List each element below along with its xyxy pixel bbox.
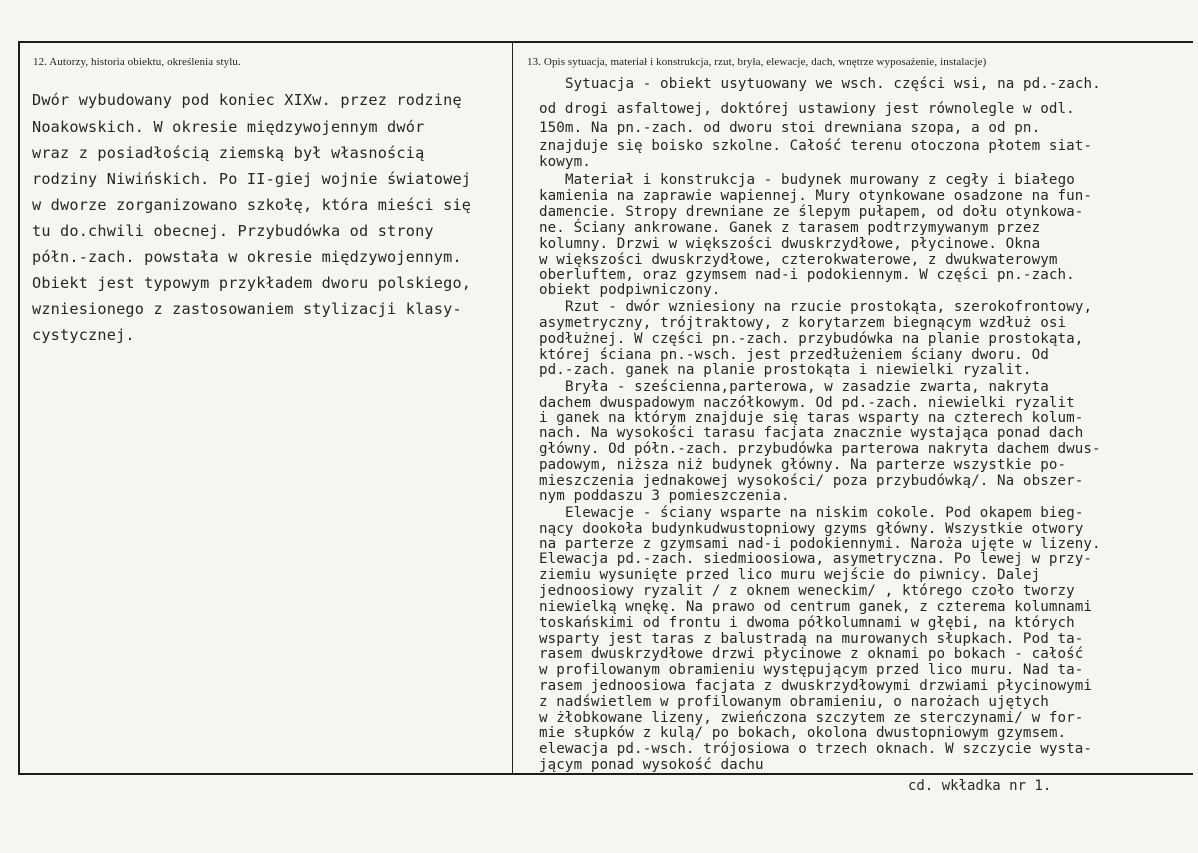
section-13-line: Elewacje - ściany wsparte na niskim cokole. Pod okapem bieg-	[565, 505, 1084, 521]
section-13-line: w profilowanym obramieniu występującym przed lico muru. Nad ta-	[539, 662, 1084, 678]
section-13-line: od drogi asfaltowej, doktórej ustawiony jest równolegle w odl.	[539, 101, 1075, 117]
section-13-line: nach. Na wysokości tarasu facjata znacznie wystająca ponad dach	[539, 425, 1084, 441]
frame-bottom-rule	[18, 773, 1193, 775]
section-13-line: nący dookoła budynkudwustopniowy gzyms główny. Wszystkie otwory	[539, 521, 1084, 537]
section-12-line: wzniesionego z zastosowaniem stylizacji klasy-	[32, 300, 462, 318]
frame-left-rule	[18, 41, 20, 774]
section-12-line: tu do.chwili obecnej. Przybudówka od strony	[32, 222, 434, 240]
column-divider	[512, 41, 513, 774]
section-13-line: dachem dwuspadowym naczółkowym. Od pd.-zach. niewielki ryzalit	[539, 395, 1075, 411]
section-13-line: mieszczenia jednakowej wysokości/ poza przybudówką/. Na obszer-	[539, 473, 1084, 489]
section-13-heading: 13. Opis sytuacja, materiał i konstrukcja, rzut, bryła, elewacje, dach, wnętrze wyposażenie, instalacje)	[527, 56, 987, 68]
section-13-line: nym poddaszu 3 pomieszczenia.	[539, 488, 790, 504]
section-12-line: wraz z posiadłością ziemską był własnością	[32, 144, 425, 162]
section-13-line: pd.-zach. ganek na planie prostokąta i niewielki ryzalit.	[539, 362, 1032, 378]
section-13-line: Materiał i konstrukcja - budynek murowany z cegły i białego	[565, 172, 1075, 188]
section-13-line: oberluftem, oraz gzymsem nad-i podokiennym. W części pn.-zach.	[539, 267, 1075, 283]
section-12-line: Obiekt jest typowym przykładem dworu polskiego,	[32, 274, 472, 292]
section-13-line: główny. Od półn.-zach. przybudówka parterowa nakryta dachem dwus-	[539, 441, 1101, 457]
section-13-line: kolumny. Drzwi w większości dwuskrzydłowe, płycinowe. Okna	[539, 236, 1041, 252]
section-13-line: damencie. Stropy drewniane ze ślepym pułapem, od dołu otynkowa-	[539, 204, 1084, 220]
section-13-line: jącym ponad wysokość dachu	[539, 757, 764, 773]
section-13-line: podłużnej. W części pn.-zach. przybudówka na planie prostokąta,	[539, 331, 1084, 347]
section-13-line: Rzut - dwór wzniesiony na rzucie prostokąta, szerokofrontowy,	[565, 299, 1093, 315]
section-12-heading: 12. Autorzy, historia obiektu, określenia stylu.	[33, 56, 241, 68]
section-13-line: 150m. Na pn.-zach. od dworu stoi drewniana szopa, a od pn.	[539, 120, 1041, 136]
section-12-line: Dwór wybudowany pod koniec XIXw. przez rodzinę	[32, 91, 462, 109]
section-13-line: rasem jednoosiowa facjata z dwuskrzydłowymi drzwiami płycinowymi	[539, 678, 1093, 694]
section-13-line: i ganek na którym znajduje się taras wsparty na czterech kolum-	[539, 410, 1084, 426]
section-13-line: rasem dwuskrzydłowe drzwi płycinowe z oknami po bokach - całość	[539, 646, 1084, 662]
section-13-line: Elewacja pd.-zach. siedmioosiowa, asymetryczna. Po lewej w przy-	[539, 551, 1093, 567]
section-13-line: mie słupków z kulą/ po bokach, okolona dwustopniowym gzymsem.	[539, 725, 1067, 741]
section-13-line: ne. Ściany ankrowane. Ganek z tarasem podtrzymywanym przez	[539, 220, 1041, 236]
section-12-line: rodziny Niwińskich. Po II-giej wojnie światowej	[32, 170, 472, 188]
section-12-line: cystycznej.	[32, 326, 135, 344]
section-13-line: wsparty jest taras z balustradą na murowanych słupkach. Pod ta-	[539, 631, 1084, 647]
section-13-line: obiekt podpiwniczony.	[539, 282, 721, 298]
section-13-line: w żłobkowane lizeny, zwieńczona szczytem ze sterczynami/ w for-	[539, 710, 1084, 726]
section-13-line: toskańskimi od frontu i dwoma półkolumnami w głębi, na których	[539, 615, 1075, 631]
section-13-line: kowym.	[539, 154, 591, 170]
section-13-line: w większości dwuskrzydłowe, czterokwaterowe, z dwukwaterowym	[539, 252, 1058, 268]
section-13-line: Sytuacja - obiekt usytuowany we wsch. części wsi, na pd.-zach.	[565, 76, 1101, 92]
section-13-line: której ściana pn.-wsch. jest przedłużeniem ściany dworu. Od	[539, 347, 1049, 363]
section-13-line: elewacja pd.-wsch. trójosiowa o trzech oknach. W szczycie wysta-	[539, 741, 1093, 757]
section-12-line: półn.-zach. powstała w okresie międzywojennym.	[32, 248, 462, 266]
section-13-line: niewielką wnękę. Na prawo od centrum ganek, z czterema kolumnami	[539, 599, 1093, 615]
section-13-line: z nadświetlem w profilowanym obramieniu, o narożach ujętych	[539, 694, 1049, 710]
frame-top-rule	[18, 41, 1193, 43]
section-13-line: asymetryczny, trójtraktowy, z korytarzem biegnącym wzdłuż osi	[539, 315, 1067, 331]
section-13-line: znajduje się boisko szkolne. Całość terenu otoczona płotem siat-	[539, 138, 1093, 154]
section-13-line: padowym, niższa niż budynek główny. Na parterze wszystkie po-	[539, 457, 1067, 473]
section-13-line: jednoosiowy ryzalit / z oknem weneckim/ , którego czoło tworzy	[539, 583, 1075, 599]
section-12-line: w dworze zorganizowano szkołę, która mieści się	[32, 196, 472, 214]
section-13-line: Bryła - sześcienna,parterowa, w zasadzie zwarta, nakryta	[565, 379, 1049, 395]
continuation-note: cd. wkładka nr 1.	[908, 778, 1052, 794]
section-13-line: ziemiu wysunięte przed lico muru wejście do piwnicy. Dalej	[539, 567, 1041, 583]
section-12-line: Noakowskich. W okresie międzywojennym dwór	[32, 118, 425, 136]
section-13-line: kamienia na zaprawie wapiennej. Mury otynkowane osadzone na fun-	[539, 188, 1093, 204]
section-13-line: na parterze z gzymsami nad-i podokiennymi. Naroża ujęte w lizeny.	[539, 536, 1101, 552]
